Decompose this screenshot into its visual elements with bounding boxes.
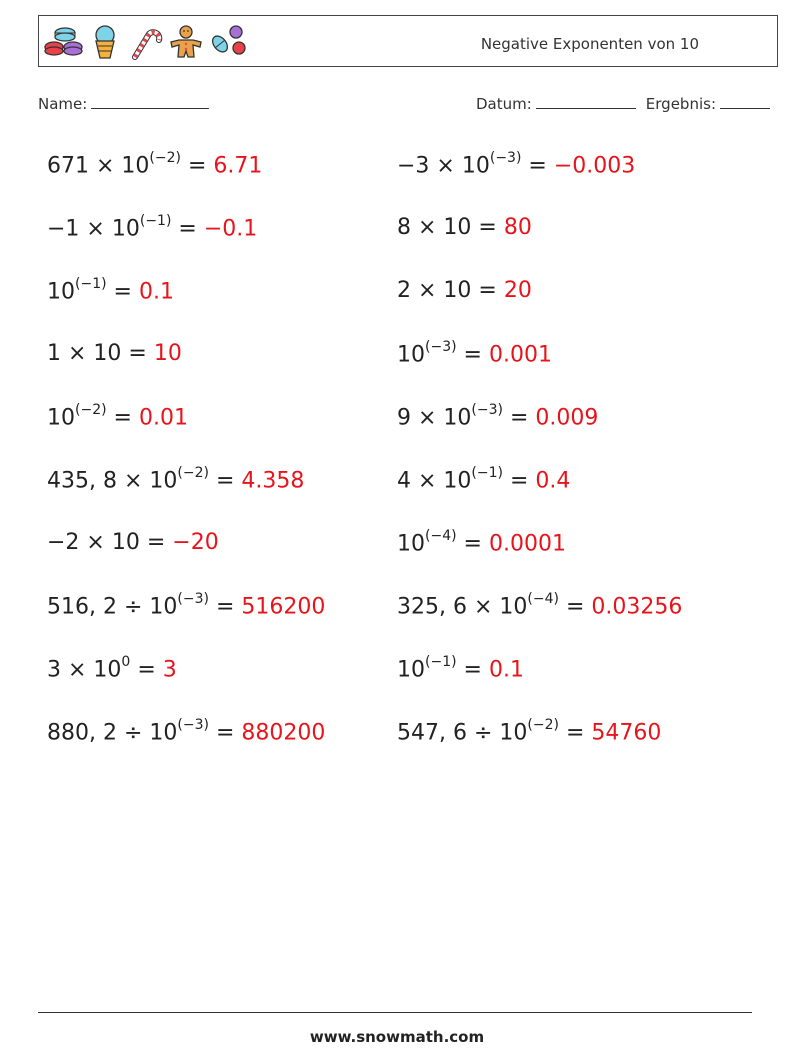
answer: 4.358: [241, 468, 305, 494]
exponent: 0: [121, 654, 131, 670]
footer-divider: [38, 1012, 752, 1013]
problem-item: [47, 341, 182, 366]
equals-sign: =: [456, 531, 489, 557]
problem-expression: 10: [397, 657, 425, 683]
problem-item: [397, 593, 682, 619]
problem-item: [397, 152, 635, 178]
answer: 0.009: [535, 405, 599, 431]
problem-item: [397, 530, 566, 556]
problem-expression: 10: [397, 531, 425, 557]
worksheet-title: Negative Exponenten von 10: [480, 35, 699, 53]
problem-expression: 671 × 10: [47, 153, 150, 179]
equals-sign: =: [180, 153, 214, 179]
problem-expression: 8 × 10: [397, 215, 472, 240]
equals-sign: =: [471, 215, 504, 240]
answer: 80: [503, 215, 532, 240]
problem-expression: 547, 6 ÷ 10: [397, 720, 528, 746]
equals-sign: =: [471, 278, 504, 303]
problem-expression: −1 × 10: [47, 216, 140, 242]
answer: 0.1: [488, 657, 524, 683]
equals-sign: =: [521, 153, 554, 179]
problem-item: [47, 152, 262, 178]
exponent: (−2): [149, 150, 181, 166]
date-result-fields: [476, 94, 770, 113]
problem-item: [47, 719, 325, 745]
answer: 3: [162, 657, 177, 683]
problem-item: [47, 530, 219, 555]
problem-expression: 4 × 10: [397, 468, 472, 494]
problem-item: [47, 215, 257, 241]
exponent: (−3): [177, 591, 209, 607]
equals-sign: =: [139, 530, 173, 555]
exponent: (−4): [527, 591, 559, 607]
exponent: (−3): [177, 717, 209, 733]
equals-sign: =: [208, 594, 242, 620]
name-field: [38, 94, 209, 113]
equals-sign: =: [208, 720, 242, 746]
problem-expression: 516, 2 ÷ 10: [47, 594, 178, 620]
problem-item: [397, 467, 570, 493]
exponent: (−4): [425, 528, 457, 544]
result-label: Ergebnis:: [645, 95, 716, 113]
exponent: (−1): [471, 465, 503, 481]
date-label: Datum:: [476, 95, 532, 113]
exponent: (−2): [527, 717, 559, 733]
ice-cream-icon: [87, 24, 123, 60]
exponent: (−1): [425, 654, 457, 670]
answer: −0.003: [553, 153, 636, 179]
problem-item: [397, 341, 552, 367]
answer: 880200: [241, 720, 326, 746]
answer: 6.71: [213, 153, 263, 179]
problem-item: [397, 278, 532, 303]
problem-item: [47, 404, 188, 430]
equals-sign: =: [456, 657, 489, 683]
gingerbread-man-icon: [167, 24, 205, 60]
exponent: (−2): [75, 402, 107, 418]
problem-expression: 10: [47, 279, 75, 305]
problem-item: [47, 278, 174, 304]
problem-expression: 10: [397, 342, 425, 368]
equals-sign: =: [130, 657, 163, 683]
problem-expression: 9 × 10: [397, 405, 472, 431]
problem-expression: 3 × 10: [47, 657, 122, 683]
problem-item: [397, 215, 532, 240]
equals-sign: =: [208, 468, 242, 494]
problem-expression: 325, 6 × 10: [397, 594, 528, 620]
answer: 0.001: [488, 342, 552, 368]
result-blank[interactable]: [720, 94, 770, 109]
name-label: Name:: [38, 95, 88, 113]
candies-icon: [209, 24, 249, 60]
answer: 0.0001: [488, 531, 566, 557]
answer: 0.1: [138, 279, 174, 305]
problem-expression: −2 × 10: [47, 530, 140, 555]
equals-sign: =: [558, 720, 592, 746]
icon-strip: [43, 22, 249, 62]
header-box: [38, 15, 778, 67]
exponent: (−1): [139, 213, 172, 229]
equals-sign: =: [106, 279, 139, 305]
answer: 516200: [241, 594, 326, 620]
equals-sign: =: [171, 216, 204, 242]
exponent: (−3): [425, 339, 457, 355]
equals-sign: =: [106, 405, 139, 431]
answer: 10: [153, 341, 182, 366]
problem-item: [397, 404, 598, 430]
problem-item: [397, 719, 661, 745]
exponent: (−2): [177, 465, 209, 481]
answer: −20: [172, 530, 219, 555]
macarons-icon: [43, 24, 83, 60]
equals-sign: =: [502, 468, 536, 494]
exponent: (−3): [489, 150, 522, 166]
answer: 20: [503, 278, 532, 303]
equals-sign: =: [121, 341, 154, 366]
candy-cane-icon: [127, 24, 163, 60]
equals-sign: =: [558, 594, 592, 620]
problem-item: [397, 656, 524, 682]
exponent: (−3): [471, 402, 503, 418]
problem-expression: 1 × 10: [47, 341, 122, 366]
problem-item: [47, 656, 177, 682]
problem-expression: 10: [47, 405, 75, 431]
equals-sign: =: [456, 342, 489, 368]
date-blank[interactable]: [536, 94, 636, 109]
problem-expression: 2 × 10: [397, 278, 472, 303]
problem-expression: 435, 8 × 10: [47, 468, 178, 494]
problem-item: [47, 467, 304, 493]
problem-item: [47, 593, 325, 619]
answer: 54760: [591, 720, 662, 746]
answer: 0.4: [535, 468, 571, 494]
answer: 0.03256: [591, 594, 683, 620]
problem-expression: 880, 2 ÷ 10: [47, 720, 178, 746]
exponent: (−1): [75, 276, 107, 292]
equals-sign: =: [502, 405, 536, 431]
footer-url: www.snowmath.com: [309, 1028, 485, 1046]
problem-expression: −3 × 10: [397, 153, 490, 179]
name-blank[interactable]: [91, 94, 209, 109]
answer: 0.01: [138, 405, 188, 431]
answer: −0.1: [203, 216, 258, 242]
